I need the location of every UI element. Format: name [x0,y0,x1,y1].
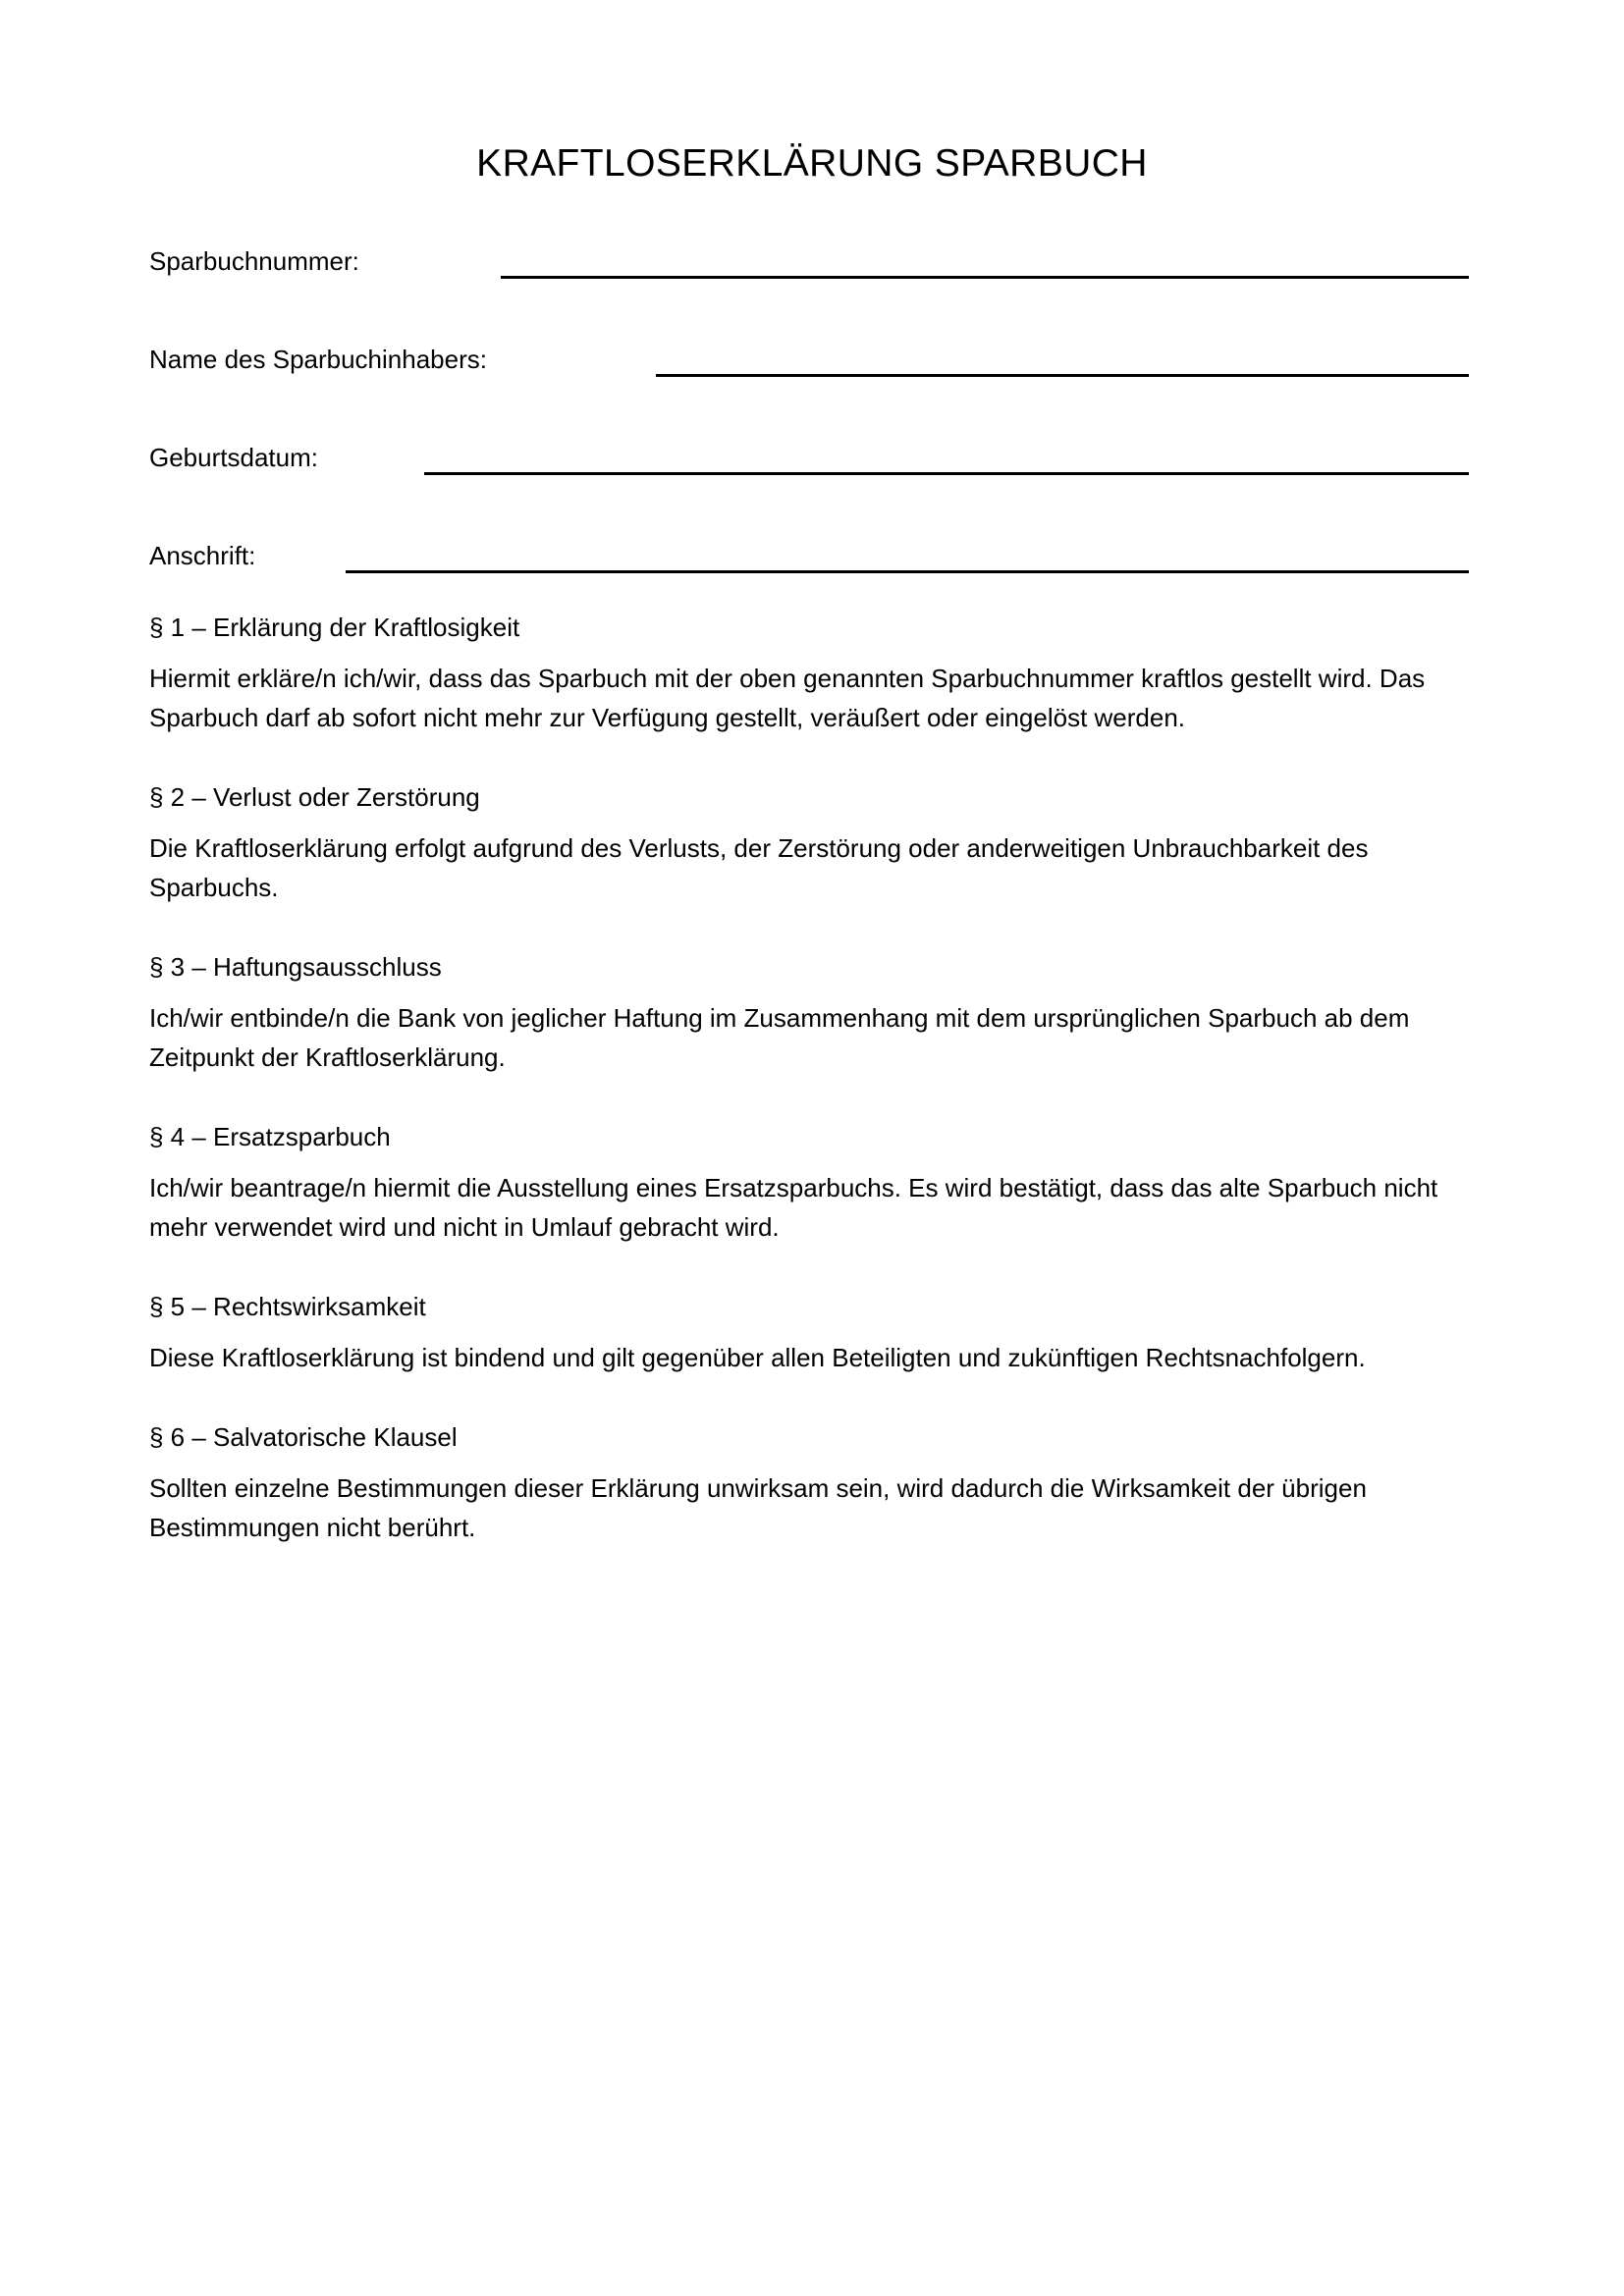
section-heading-2: § 2 – Verlust oder Zerstörung [149,782,480,812]
form-row-geburtsdatum [149,440,1469,538]
form-row-sparbuchnummer [149,243,1469,342]
section-heading-1: § 1 – Erklärung der Kraftlosigkeit [149,613,520,642]
section-heading-6: § 6 – Salvatorische Klausel [149,1422,458,1452]
label-anschrift: Anschrift: [149,541,256,570]
section-body-2: Die Kraftloserklärung erfolgt aufgrund des Verlusts, der Zerstörung oder anderweitigen Unbrauchbarkeit des Sparbuchs. [149,833,1369,902]
form-fields-block [149,243,1469,636]
input-sparbuchnummer[interactable] [501,276,1469,279]
section-paragraph-4 [149,1118,1469,1247]
section-heading-4: § 4 – Ersatzsparbuch [149,1122,391,1151]
label-sparbuchnummer: Sparbuchnummer: [149,246,359,276]
section-body-3: Ich/wir entbinde/n die Bank von jeglicher Haftung im Zusammenhang mit dem ursprünglichen Sparbuch ab dem Zeitpunkt der Kraftloserklärung. [149,1003,1410,1072]
section-paragraph-6 [149,1418,1469,1547]
input-anschrift[interactable] [346,570,1469,573]
section-body-4: Ich/wir beantrage/n hiermit die Ausstellung eines Ersatzsparbuchs. Es wird bestätigt, dass das alte Sparbuch nicht mehr verwendet wird und nicht in Umlauf gebracht wird. [149,1173,1438,1242]
section-heading-3: § 3 – Haftungsausschluss [149,952,442,982]
section-paragraph-2 [149,778,1469,907]
page-title: KRAFTLOSERKLÄRUNG SPARBUCH [476,142,1148,186]
section-paragraph-1 [149,609,1469,737]
section-body-1: Hiermit erkläre/n ich/wir, dass das Sparbuch mit der oben genannten Sparbuchnummer kraftlos gestellt wird. Das Sparbuch darf ab sofort nicht mehr zur Verfügung gestellt, veräußert oder eingelöst werden. [149,664,1426,732]
sections-container [149,609,1469,1547]
label-name-des-sparbuchinhabers: Name des Sparbuchinhabers: [149,345,487,374]
form-row-name-des-sparbuchinhabers [149,342,1469,440]
label-geburtsdatum: Geburtsdatum: [149,443,318,472]
section-paragraph-5 [149,1288,1469,1377]
section-paragraph-3 [149,948,1469,1077]
input-name-des-sparbuchinhabers[interactable] [656,374,1469,377]
section-body-6: Sollten einzelne Bestimmungen dieser Erklärung unwirksam sein, wird dadurch die Wirksamkeit der übrigen Bestimmungen nicht berührt. [149,1473,1367,1542]
section-body-5: Diese Kraftloserklärung ist bindend und gilt gegenüber allen Beteiligten und zukünftigen Rechtsnachfolgern. [149,1343,1366,1372]
input-geburtsdatum[interactable] [424,472,1469,475]
section-heading-5: § 5 – Rechtswirksamkeit [149,1292,426,1321]
